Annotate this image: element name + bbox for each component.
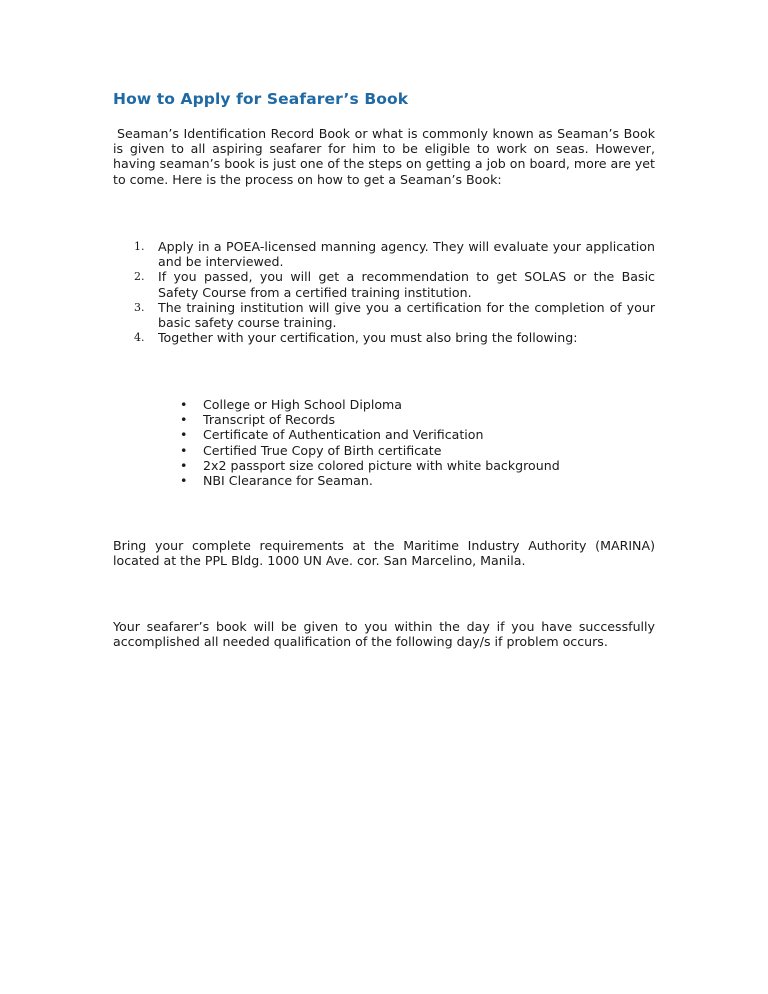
requirement-text: College or High School Diploma <box>203 397 403 412</box>
requirement-item <box>113 443 655 458</box>
step-text: If you passed, you will get a recommendation to get SOLAS or the Basic Safety Course from a certified training institution. <box>158 269 655 300</box>
step-number: 3. <box>134 300 145 314</box>
bullet-icon: • <box>180 412 188 428</box>
requirement-text: Certified True Copy of Birth certificate <box>203 442 442 458</box>
step-item <box>113 269 655 299</box>
bullet-icon: • <box>180 427 188 443</box>
step-item <box>113 330 655 345</box>
step-item <box>113 239 655 269</box>
bullet-icon: • <box>180 473 188 489</box>
requirement-item <box>113 397 655 412</box>
requirements-list <box>113 397 655 488</box>
closing-paragraph: Your seafarer’s book will be given to you within the day if you have successfully accomplished all needed qualification of the following day/s if problem occurs. <box>113 619 655 650</box>
intro-paragraph: Seaman’s Identification Record Book or what is commonly known as Seaman’s Book is given to all aspiring seafarer for him to be eligible to work on seas. However, having seaman’s book is just one of the steps on getting a job on board, more are yet to come. Here is the process on how to get a Seaman’s Book: <box>113 126 655 187</box>
bullet-icon: • <box>180 397 188 412</box>
step-number: 4. <box>134 331 145 345</box>
requirement-text: 2x2 passport size colored picture with white background <box>203 457 560 473</box>
requirement-item <box>113 427 655 442</box>
step-text: Apply in a POEA-licensed manning agency. They will evaluate your application and be interviewed. <box>158 239 655 270</box>
bullet-icon: • <box>180 442 188 458</box>
bullet-icon: • <box>180 457 188 473</box>
requirement-item <box>113 412 655 427</box>
application-steps-list <box>113 239 655 345</box>
step-text: The training institution will give you a certification for the completion of your basic safety course training. <box>158 299 655 331</box>
step-item <box>113 300 655 330</box>
requirement-item <box>113 458 655 473</box>
document-title: How to Apply for Seafarer’s Book <box>113 90 409 108</box>
step-text: Together with your certification, you must also bring the following: <box>158 330 578 346</box>
requirement-text: Certificate of Authentication and Verification <box>203 427 484 443</box>
requirement-text: Transcript of Records <box>203 412 336 428</box>
step-number: 1. <box>134 240 145 253</box>
step-number: 2. <box>134 270 145 284</box>
requirement-item <box>113 473 655 488</box>
submission-paragraph: Bring your complete requirements at the Maritime Industry Authority (MARINA) located at the PPL Bldg. 1000 UN Ave. cor. San Marcelino, Manila. <box>113 538 655 569</box>
requirement-text: NBI Clearance for Seaman. <box>203 473 373 489</box>
